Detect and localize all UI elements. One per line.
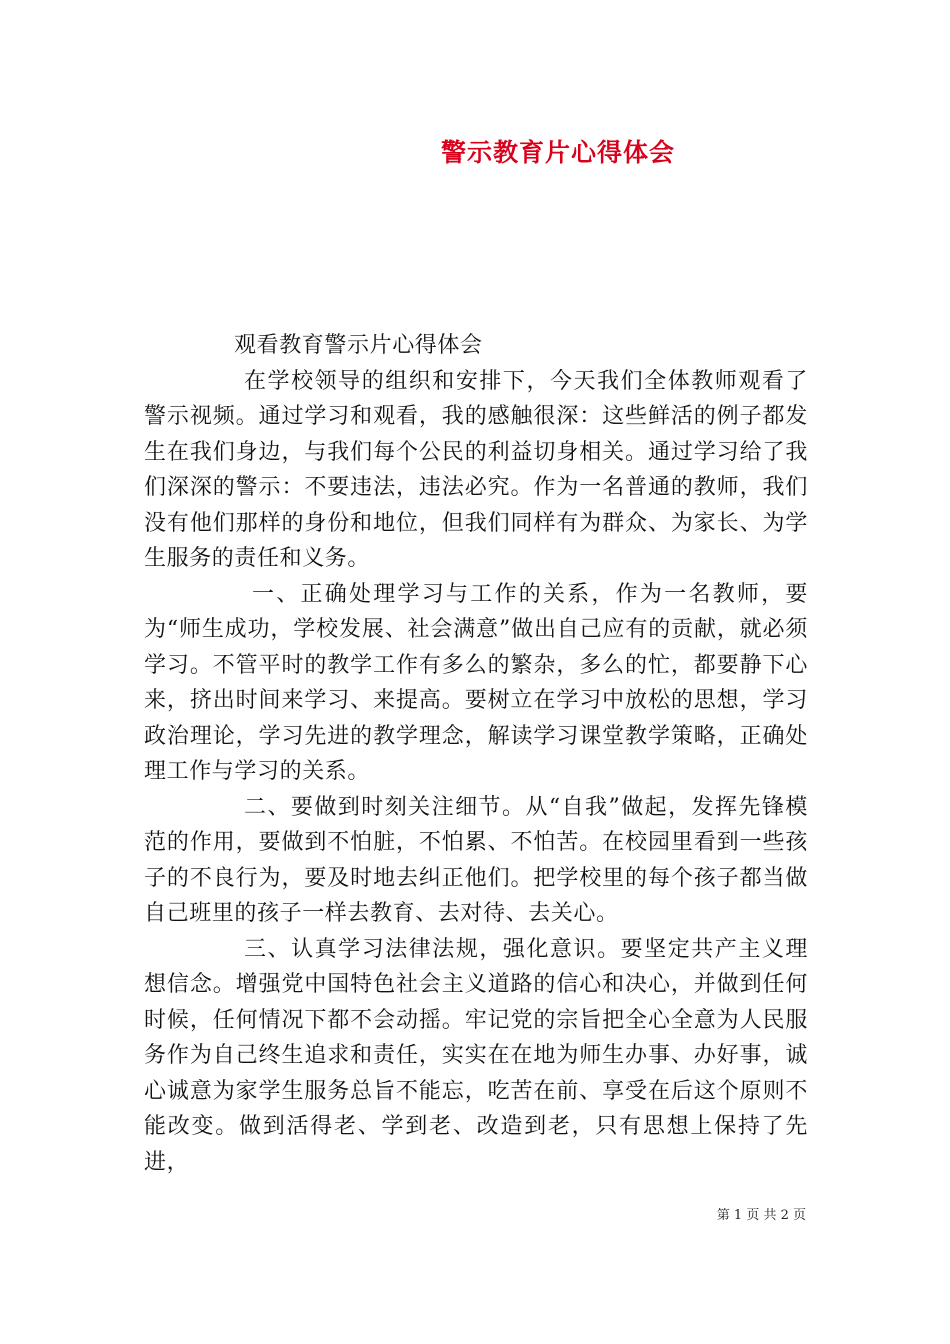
document-title: 警示教育片心得体会 xyxy=(440,138,675,167)
paragraph-point-three: 三、认真学习法律法规，强化意识。要坚定共产主义理想信念。增强党中国特色社会主义道路的信心和决心，并做到任何时候，任何情况下都不会动摇。牢记党的宗旨把全心全意为人民服务作为自己终生追求和责任，实实在在地为师生办事、办好事，诚心诚意为家学生服务总旨不能忘，吃苦在前、享受在后这个原则不能改变。做到活得老、学到老、改造到老，只有思想上保持了先进， xyxy=(144,936,808,1175)
page-number-footer: 第 1 页 共 2 页 xyxy=(716,1208,806,1223)
paragraph-intro: 在学校领导的组织和安排下，今天我们全体教师观看了警示视频。通过学习和观看，我的感触很深：这些鲜活的例子都发生在我们身边，与我们每个公民的利益切身相关。通过学习给了我们深深的警示：不要违法，违法必究。作为一名普通的教师，我们没有他们那样的身份和地位，但我们同样有为群众、为家长、为学生服务的责任和义务。 xyxy=(144,368,808,571)
document-subtitle: 观看教育警示片心得体会 xyxy=(234,333,483,358)
paragraph-point-two: 二、要做到时刻关注细节。从“自我”做起，发挥先锋模范的作用，要做到不怕脏，不怕累、不怕苦。在校园里看到一些孩子的不良行为，要及时地去纠正他们。把学校里的每个孩子都当做自己班里的孩子一样去教育、去对待、去关心。 xyxy=(144,794,808,926)
paragraph-point-one: 一、正确处理学习与工作的关系，作为一名教师，要为“师生成功，学校发展、社会满意”做出自己应有的贡献，就必须学习。不管平时的教学工作有多么的繁杂，多么的忙，都要静下心来，挤出时间来学习、来提高。要树立在学习中放松的思想，学习政治理论，学习先进的教学理念，解读学习课堂教学策略，正确处理工作与学习的关系。 xyxy=(144,581,808,784)
document-body xyxy=(144,328,808,1180)
